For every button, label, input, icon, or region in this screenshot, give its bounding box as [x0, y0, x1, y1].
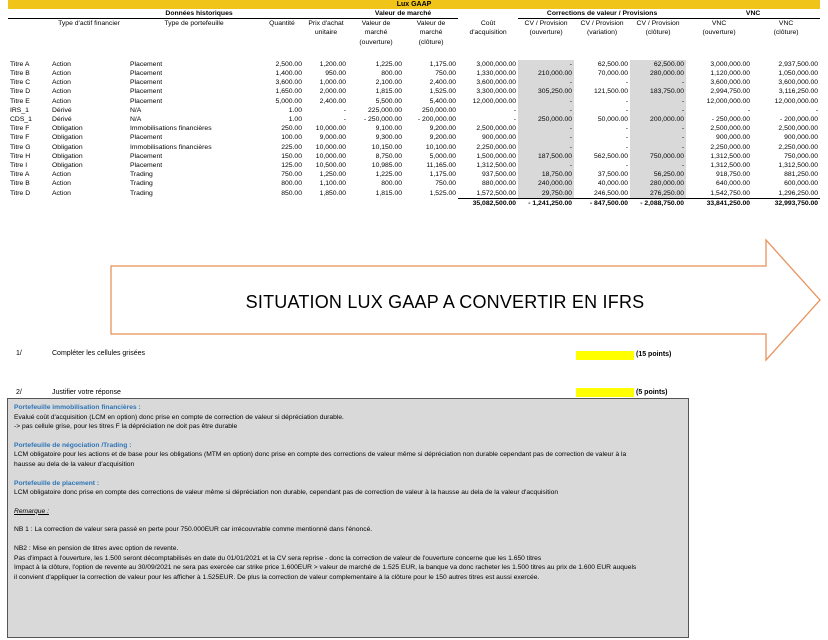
prix-cell: 9,000.00	[319, 134, 347, 142]
cv-ouverture-cell[interactable]: -	[518, 106, 574, 115]
cout-cell: -	[513, 116, 517, 124]
cout-cell: 1,330,000.00	[476, 70, 517, 78]
header-prix-l1: Prix d'achat	[308, 20, 344, 28]
cv-cloture-cell[interactable]: 62,500.00	[630, 60, 686, 69]
vnc-ouverture-cell: 2,994,750.00	[710, 88, 751, 96]
cv-cloture-cell[interactable]: 56,250.00	[630, 170, 686, 179]
titre-cell: Titre I	[10, 162, 28, 170]
actif-cell: Action	[52, 60, 71, 68]
titre-cell: Titre F	[10, 125, 30, 133]
cv-cloture-cell[interactable]: 750,000.00	[630, 152, 686, 161]
header-cv-clo-l1: CV / Provision	[636, 20, 680, 28]
vm-cloture-cell: 1,175.00	[429, 60, 457, 68]
trading-title: Portefeuille de négociation /Trading :	[14, 441, 132, 449]
table-row	[8, 124, 820, 133]
cout-cell: 12,000,000.00	[472, 97, 517, 105]
cv-variation-cell: -	[625, 106, 629, 114]
cv-variation-cell: -	[625, 143, 629, 151]
vm-cloture-cell: - 200,000.00	[417, 116, 457, 124]
answer-box[interactable]	[7, 398, 689, 638]
actif-cell: Action	[52, 97, 71, 105]
cv-variation-cell: -	[625, 162, 629, 170]
titre-cell: Titre E	[10, 97, 30, 105]
vm-ouverture-cell: 8,750.00	[375, 152, 403, 160]
cv-ouverture-cell[interactable]: 250,000.00	[518, 115, 574, 124]
actif-cell: Action	[52, 88, 71, 96]
question-2-points: (5 points)	[636, 389, 668, 396]
header-vm-clo-l2: marché	[419, 29, 443, 37]
cv-variation-cell: -	[625, 125, 629, 133]
trading-line-2: hausse au dela de la valeur d'acquisition	[14, 460, 135, 468]
cv-ouverture-cell[interactable]: -	[518, 124, 574, 133]
cv-cloture-cell[interactable]: -	[630, 143, 686, 152]
header-prix-l2: unitaire	[314, 29, 338, 37]
portefeuille-cell: Placement	[130, 70, 163, 78]
lux-gaap-sheet	[8, 0, 820, 208]
total-vnc-cloture: 32,993,750.00	[752, 198, 820, 208]
titre-cell: Titre A	[10, 171, 30, 179]
titre-cell: Titre B	[10, 70, 30, 78]
vnc-cloture-cell: 3,116,250.00	[778, 88, 819, 96]
vm-cloture-cell: 9,200.00	[429, 134, 457, 142]
table-row	[8, 179, 820, 188]
cv-ouverture-cell[interactable]: 187,500.00	[518, 152, 574, 161]
nb1-line: NB 1 : La correction de valeur sera passé en perte pour 750.000EUR car irrécouvrable comme mentionné dans l'énoncé.	[14, 526, 373, 534]
cv-variation-cell: 121,500.00	[594, 88, 629, 96]
vm-cloture-cell: 1,525.00	[429, 88, 457, 96]
vnc-cloture-cell: 881,250.00	[784, 171, 819, 179]
vnc-cloture-cell: 3,600,000.00	[778, 79, 819, 87]
cv-variation-cell: 40,000.00	[597, 180, 629, 188]
total-vnc-ouverture: 33,841,250.00	[686, 198, 752, 208]
group-vnc: VNC	[686, 9, 820, 19]
cv-variation-cell: 70,000.00	[597, 70, 629, 78]
header-cout-l2: d'acquisition	[469, 29, 507, 37]
table-row	[8, 133, 820, 142]
vm-ouverture-cell: 2,100.00	[375, 79, 403, 87]
prix-cell: 2,400.00	[319, 97, 347, 105]
quantite-cell: 225.00	[281, 143, 302, 151]
vm-cloture-cell: 9,200.00	[429, 125, 457, 133]
portefeuille-cell: Placement	[130, 79, 163, 87]
cv-cloture-cell[interactable]: 200,000.00	[630, 115, 686, 124]
quantite-cell: 3,600.00	[275, 79, 302, 87]
vnc-cloture-cell: 2,937,500.00	[778, 60, 819, 68]
question-1-number: 1/	[16, 350, 22, 357]
header-row-3	[8, 38, 820, 47]
group-corrections: Corrections de valeur / Provisions	[518, 9, 686, 19]
vnc-ouverture-cell: 918,750.00	[716, 171, 751, 179]
prix-cell: 10,000.00	[315, 152, 347, 160]
actif-cell: Dérivé	[52, 116, 72, 124]
header-vm-ouv-l1: Valeur de	[361, 20, 391, 28]
question-2-text: Justifier votre réponse	[52, 389, 121, 396]
placement-title: Portefeuille de placement :	[14, 479, 100, 487]
cv-variation-cell: 62,500.00	[597, 60, 629, 68]
vm-ouverture-cell: - 250,000.00	[363, 116, 403, 124]
cout-cell: 900,000.00	[482, 134, 517, 142]
totals-row	[8, 198, 820, 208]
cv-cloture-cell[interactable]: 280,000.00	[630, 179, 686, 188]
portefeuille-cell: Placement	[130, 162, 163, 170]
header-cv-ouv-l2: (ouverture)	[529, 29, 563, 37]
titre-cell: IRS_1	[10, 106, 29, 114]
header-quantite: Quantité	[269, 20, 295, 28]
vnc-ouverture-cell: -	[747, 106, 751, 114]
cv-variation-cell: 50,000.00	[597, 116, 629, 124]
cv-variation-cell: -	[625, 134, 629, 142]
titre-cell: Titre A	[10, 60, 30, 68]
prix-cell: 10,000.00	[315, 125, 347, 133]
vnc-cloture-cell: 900,000.00	[784, 134, 819, 142]
vnc-cloture-cell: 1,050,000.00	[778, 70, 819, 78]
portefeuille-cell: Trading	[130, 189, 153, 197]
header-vm-ouv-l3: (ouverture)	[359, 38, 393, 46]
actif-cell: Action	[52, 171, 71, 179]
immo-title: Portefeuille immobilisation financières :	[14, 404, 141, 411]
vm-cloture-cell: 2,400.00	[429, 79, 457, 87]
prix-cell: 950.00	[325, 70, 347, 78]
table-row	[8, 78, 820, 87]
group-header-row	[8, 9, 820, 19]
vm-ouverture-cell: 9,300.00	[375, 134, 403, 142]
cv-cloture-cell[interactable]: -	[630, 97, 686, 106]
vnc-ouverture-cell: - 250,000.00	[711, 116, 751, 124]
group-historique: Données historiques	[50, 9, 348, 19]
vm-cloture-cell: 5,000.00	[429, 152, 457, 160]
vm-ouverture-cell: 9,100.00	[375, 125, 403, 133]
actif-cell: Action	[52, 79, 71, 87]
nb2-line-1: NB2 : Mise en pension de titres avec option de revente.	[14, 544, 179, 552]
vm-cloture-cell: 10,100.00	[425, 143, 457, 151]
header-vnc-clo-l2: (clôture)	[773, 29, 799, 37]
vnc-cloture-cell: - 200,000.00	[779, 116, 819, 124]
vnc-cloture-cell: -	[815, 106, 819, 114]
vnc-cloture-cell: 2,250,000.00	[778, 143, 819, 151]
table-row	[8, 60, 820, 69]
vnc-ouverture-cell: 2,250,000.00	[710, 143, 751, 151]
vm-ouverture-cell: 1,225.00	[375, 171, 403, 179]
arrow-label: SITUATION LUX GAAP A CONVERTIR EN IFRS	[245, 292, 645, 312]
cv-ouverture-cell[interactable]: -	[518, 161, 574, 170]
quantite-cell: 150.00	[281, 152, 302, 160]
vm-ouverture-cell: 10,985.00	[371, 162, 403, 170]
prix-cell: 2,000.00	[319, 88, 347, 96]
cv-variation-cell: -	[625, 79, 629, 87]
portefeuille-cell: Trading	[130, 180, 153, 188]
cv-variation-cell: 246,500.00	[594, 189, 629, 197]
cv-ouverture-cell[interactable]: 305,250.00	[518, 87, 574, 96]
cout-cell: 1,572,500.00	[476, 189, 517, 197]
cout-cell: 2,250,000.00	[476, 143, 517, 151]
cv-ouverture-cell[interactable]: -	[518, 60, 574, 69]
total-cout: 35,082,500.00	[458, 198, 518, 208]
portefeuille-cell: Immobilisations financières	[130, 125, 212, 133]
table-row	[8, 115, 820, 124]
table-row	[8, 97, 820, 106]
quantite-cell: 100.00	[281, 134, 302, 142]
cv-variation-cell: -	[625, 97, 629, 105]
vnc-ouverture-cell: 2,500,000.00	[710, 125, 751, 133]
vnc-ouverture-cell: 3,000,000.00	[710, 60, 751, 68]
cout-cell: 1,312,500.00	[476, 162, 517, 170]
cv-ouverture-cell[interactable]: -	[518, 78, 574, 87]
vnc-cloture-cell: 750,000.00	[784, 152, 819, 160]
actif-cell: Obligation	[52, 143, 83, 151]
total-cv-ouverture: - 1,241,250.00	[518, 198, 574, 208]
cout-cell: 2,500,000.00	[476, 125, 517, 133]
cv-cloture-cell[interactable]: -	[630, 106, 686, 115]
cv-cloture-cell[interactable]: -	[630, 78, 686, 87]
vm-ouverture-cell: 1,815.00	[375, 189, 403, 197]
header-cv-clo-l2: (clôture)	[645, 29, 671, 37]
vm-ouverture-cell: 5,500.00	[375, 97, 403, 105]
quantite-cell: 850.00	[281, 189, 302, 197]
question-1-points: (15 points)	[636, 351, 672, 358]
cv-cloture-cell[interactable]: -	[630, 161, 686, 170]
cv-ouverture-cell[interactable]: 29,750.00	[518, 189, 574, 199]
quantite-cell: 2,500.00	[275, 60, 302, 68]
portefeuille-cell: N/A	[130, 106, 142, 114]
cout-cell: 3,600,000.00	[476, 79, 517, 87]
vm-ouverture-cell: 1,815.00	[375, 88, 403, 96]
quantite-cell: 250.00	[281, 125, 302, 133]
header-vm-clo-l3: (clôture)	[418, 38, 444, 46]
header-vnc-ouv-l1: VNC	[711, 20, 727, 28]
vm-cloture-cell: 5,400.00	[429, 97, 457, 105]
vm-cloture-cell: 1,175.00	[429, 171, 457, 179]
titre-cell: CDS_1	[10, 116, 32, 124]
vnc-cloture-cell: 600,000.00	[784, 180, 819, 188]
prix-cell: 10,000.00	[315, 143, 347, 151]
cv-cloture-cell[interactable]: 276,250.00	[630, 189, 686, 199]
quantite-cell: 1.00	[288, 116, 302, 124]
header-vm-clo-l1: Valeur de	[416, 20, 446, 28]
cout-cell: 3,000,000.00	[476, 60, 517, 68]
question-1-answer-cell[interactable]	[576, 351, 634, 360]
prix-cell: 1,200.00	[319, 60, 347, 68]
header-row-1	[8, 19, 820, 29]
trading-line-1: LCM obligatoire pour les actions et de base pour les obligations (MTM en option) donc prise en compte des corrections de valeur même si dépréciation non durable cependant pas de correction de valeur à la	[14, 451, 627, 459]
vm-ouverture-cell: 1,225.00	[375, 60, 403, 68]
cout-cell: 3,300,000.00	[476, 88, 517, 96]
cout-cell: -	[513, 106, 517, 114]
header-cv-var-l2: (variation)	[586, 29, 618, 37]
portefeuille-cell: Trading	[130, 171, 153, 179]
quantite-cell: 125.00	[281, 162, 302, 170]
cv-ouverture-cell[interactable]: 18,750.00	[518, 170, 574, 179]
actif-cell: Obligation	[52, 152, 83, 160]
prix-cell: 1,850.00	[319, 189, 347, 197]
titre-cell: Titre G	[10, 143, 31, 151]
cv-ouverture-cell[interactable]: -	[518, 143, 574, 152]
actif-cell: Obligation	[52, 162, 83, 170]
vnc-ouverture-cell: 12,000,000.00	[706, 97, 751, 105]
vm-cloture-cell: 750.00	[435, 70, 457, 78]
vm-ouverture-cell: 800.00	[381, 180, 403, 188]
header-vnc-ouv-l2: (ouverture)	[702, 29, 736, 37]
vnc-ouverture-cell: 3,600,000.00	[710, 79, 751, 87]
prix-cell: 1,250.00	[319, 171, 347, 179]
actif-cell: Dérivé	[52, 106, 72, 114]
vm-cloture-cell: 750.00	[435, 180, 457, 188]
vm-cloture-cell: 1,525.00	[429, 189, 457, 197]
actif-cell: Obligation	[52, 125, 83, 133]
prix-cell: -	[343, 116, 347, 124]
actif-cell: Action	[52, 180, 71, 188]
table-row	[8, 87, 820, 96]
total-cv-cloture: - 2,088,750.00	[630, 198, 686, 208]
cv-cloture-cell[interactable]: -	[630, 124, 686, 133]
header-type-portefeuille: Type de portefeuille	[164, 20, 224, 28]
cv-ouverture-cell[interactable]: -	[518, 97, 574, 106]
header-row-2	[8, 28, 820, 37]
cout-cell: 880,000.00	[482, 180, 517, 188]
quantite-cell: 1,400.00	[275, 70, 302, 78]
lux-gaap-table	[8, 9, 820, 208]
question-1-text: Compléter les cellules grisées	[52, 350, 145, 357]
portefeuille-cell: Immobilisations financières	[130, 143, 212, 151]
prix-cell: 10,500.00	[315, 162, 347, 170]
vnc-cloture-cell: 12,000,000.00	[774, 97, 819, 105]
portefeuille-cell: Placement	[130, 152, 163, 160]
cout-cell: 1,500,000.00	[476, 152, 517, 160]
table-row	[8, 106, 820, 115]
total-cv-variation: - 847,500.00	[574, 198, 630, 208]
table-row	[8, 161, 820, 170]
actif-cell: Action	[52, 70, 71, 78]
portefeuille-cell: Placement	[130, 134, 163, 142]
titre-cell: Titre D	[10, 88, 31, 96]
question-2-answer-cell[interactable]	[576, 388, 634, 397]
cv-ouverture-cell[interactable]: 240,000.00	[518, 179, 574, 188]
header-vnc-clo-l1: VNC	[778, 20, 794, 28]
prix-cell: 1,100.00	[319, 180, 347, 188]
quantite-cell: 1,650.00	[275, 88, 302, 96]
vnc-ouverture-cell: 900,000.00	[716, 134, 751, 142]
portefeuille-cell: N/A	[130, 116, 142, 124]
vm-cloture-cell: 11,165.00	[426, 162, 457, 170]
nb2-line-4: il convient d'appliquer la correction de valeur pour les afficher à 1.525EUR. De plus la correction de valeur complementaire à la clôture pour le 150 autres titres est aussi exercée.	[14, 573, 540, 581]
data-rows	[8, 60, 820, 199]
immo-line-1: Evalué coût d'acquisition (LCM en option) donc prise en compte de correction de valeur si dépréciation durable.	[14, 413, 344, 421]
cv-cloture-cell[interactable]: 280,000.00	[630, 69, 686, 78]
titre-cell: Titre C	[10, 79, 31, 87]
vnc-cloture-cell: 2,500,000.00	[778, 125, 819, 133]
header-cout-l1: Coût	[480, 19, 496, 27]
header-vm-ouv-l2: marché	[364, 29, 388, 37]
table-row	[8, 152, 820, 161]
group-marche: Valeur de marché	[348, 9, 458, 19]
quantite-cell: 5,000.00	[275, 97, 302, 105]
actif-cell: Action	[52, 189, 71, 197]
lux-gaap-banner: Lux GAAP	[8, 0, 820, 9]
titre-cell: Titre D	[10, 189, 31, 197]
question-2-number: 2/	[16, 389, 22, 396]
table-row	[8, 170, 820, 179]
immo-line-2: -> pas cellule grise, pour les titres F la dépréciation ne doit pas être durable	[14, 423, 238, 431]
cv-variation-cell: 562,500.00	[594, 152, 629, 160]
quantite-cell: 750.00	[281, 171, 302, 179]
titre-cell: Titre H	[10, 152, 31, 160]
actif-cell: Obligation	[52, 134, 83, 142]
vnc-ouverture-cell: 1,542,750.00	[710, 189, 751, 197]
titre-cell: Titre B	[10, 180, 30, 188]
titre-cell: Titre F	[10, 134, 30, 142]
table-row	[8, 189, 820, 199]
vnc-ouverture-cell: 1,312,500.00	[710, 162, 751, 170]
portefeuille-cell: Placement	[130, 97, 163, 105]
quantite-cell: 1.00	[288, 106, 302, 114]
nb2-line-3: Impact à la clôture, l'option de revente au 30/09/2021 ne sera pas exercée car strike price 1.600EUR > valeur de marché de 1.525 EUR, la banque va donc racheter les 1.500 titres au prix de 1.600 EUR auquels	[14, 564, 637, 572]
cv-cloture-cell[interactable]: 183,750.00	[630, 87, 686, 96]
vm-ouverture-cell: 800.00	[381, 70, 403, 78]
table-row	[8, 143, 820, 152]
header-cv-var-l1: CV / Provision	[580, 20, 624, 28]
portefeuille-cell: Placement	[130, 60, 163, 68]
vnc-cloture-cell: 1,312,500.00	[778, 162, 819, 170]
quantite-cell: 800.00	[281, 180, 302, 188]
cv-ouverture-cell[interactable]: -	[518, 133, 574, 142]
cv-variation-cell: 37,500.00	[597, 171, 629, 179]
table-row	[8, 69, 820, 78]
vm-ouverture-cell: 225,000.00	[368, 106, 403, 114]
header-cv-ouv-l1: CV / Provision	[524, 20, 568, 28]
placement-line-1: LCM obligatoire donc prise en compte des corrections de valeur même si dépréciation non durable, cependant pas de correction de valeur à la hausse au dela de la valeur d'acquisition	[14, 489, 559, 497]
prix-cell: 1,000.00	[319, 79, 347, 87]
vnc-cloture-cell: 1,296,250.00	[778, 189, 819, 197]
prix-cell: -	[343, 106, 347, 114]
vm-ouverture-cell: 10,150.00	[371, 143, 403, 151]
vnc-ouverture-cell: 1,120,000.00	[710, 70, 751, 78]
header-type-actif: Type d'actif financier	[58, 20, 120, 28]
cout-cell: 937,500.00	[482, 171, 517, 179]
nb2-line-2: Pas d'impact à l'ouverture, les 1.500 seront décomptabilisés en date du 01/01/2021 et la CV sera reprise - donc la correction de valeur de l'ouverture concerne que les 1.650 titres	[14, 554, 542, 562]
vnc-ouverture-cell: 640,000.00	[716, 180, 751, 188]
remarque-label: Remarque :	[14, 507, 49, 515]
cv-cloture-cell[interactable]: -	[630, 133, 686, 142]
vnc-ouverture-cell: 1,312,500.00	[710, 152, 751, 160]
cv-ouverture-cell[interactable]: 210,000.00	[518, 69, 574, 78]
portefeuille-cell: Placement	[130, 88, 163, 96]
vm-cloture-cell: 250,000.00	[422, 106, 457, 114]
